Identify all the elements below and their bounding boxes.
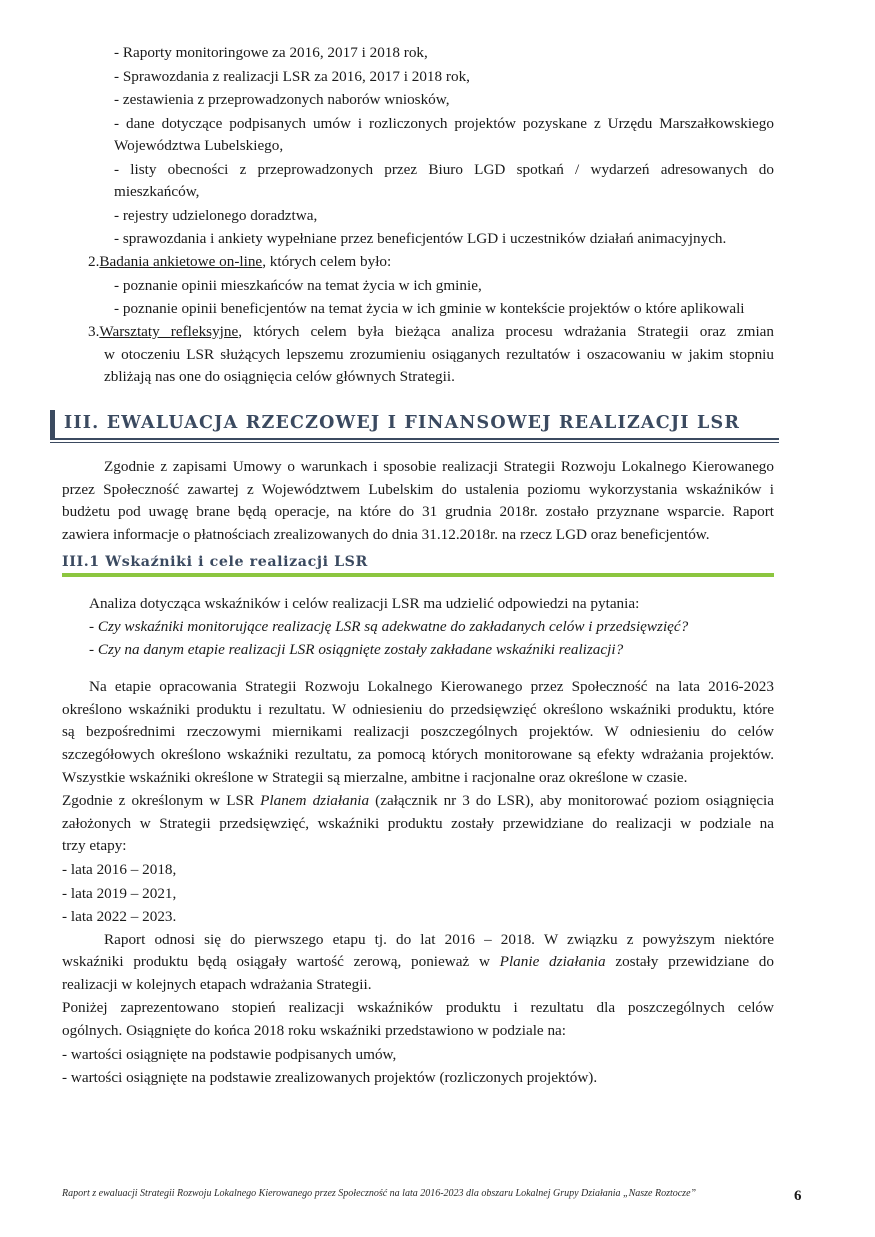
- list-item: - lata 2016 – 2018,: [62, 861, 177, 878]
- paragraph-line: Na etapie opracowania Strategii Rozwoju Lokalnego Kierowanego przez Społeczność na lata 2016-2023: [89, 678, 774, 695]
- list-item: - wartości osiągnięte na podstawie zrealizowanych projektów (rozliczonych projektów).: [62, 1069, 598, 1086]
- paragraph-line: [62, 952, 774, 972]
- section-heading: [50, 410, 779, 438]
- list-item: - lata 2022 – 2023.: [62, 908, 177, 925]
- item-continuation: w otoczeniu LSR służących lepszemu zrozumieniu osiąganych rezultatów i oszacowaniu w jakim stopniu: [104, 346, 774, 363]
- paragraph-line: Poniżej zaprezentowano stopień realizacji wskaźników produktu i rezultatu dla poszczególnych celów: [62, 999, 774, 1016]
- list-item: - rejestry udzielonego doradztwa,: [114, 207, 318, 224]
- item-title: Warsztaty refleksyjne: [99, 323, 239, 340]
- question-item: - Czy na danym etapie realizacji LSR osiągnięte zostały zakładane wskaźniki realizacji?: [89, 641, 624, 658]
- text-run: Zgodnie z określonym w LSR: [62, 792, 261, 809]
- list-item-continuation: mieszkańców,: [114, 183, 200, 200]
- section-rule-thin: [50, 442, 779, 443]
- item-text: , których celem było:: [262, 253, 392, 270]
- item-number: 3.: [88, 323, 100, 340]
- paragraph-line: [62, 791, 774, 811]
- paragraph-line: Raport odnosi się do pierwszego etapu tj. do lat 2016 – 2018. W związku z powyższym niektóre: [104, 931, 774, 948]
- list-item-continuation: Województwa Lubelskiego,: [114, 137, 284, 154]
- paragraph-line: założonych w Strategii przedsięwzięć, wskaźniki produktu zostały przewidziane do realizacji w podziale na: [62, 815, 774, 832]
- text-run: wskaźniki produktu będą osiągały wartość zerową, ponieważ w: [62, 953, 500, 970]
- list-item: - listy obecności z przeprowadzonych przez Biuro LGD spotkań / wydarzeń adresowanych do: [114, 161, 774, 178]
- subsection-rule: [62, 573, 774, 577]
- section-heading-text: III. EWALUACJA RZECZOWEJ I FINANSOWEJ REALIZACJI LSR: [64, 413, 741, 433]
- list-item: - dane dotyczące podpisanych umów i rozliczonych projektów pozyskane z Urzędu Marszałkowskiego: [114, 115, 774, 132]
- item-text: , których celem była bieżąca analiza procesu wdrażania Strategii oraz zmian: [238, 323, 774, 340]
- paragraph-line: trzy etapy:: [62, 837, 127, 854]
- paragraph-line: zawiera informacje o płatnościach zrealizowanych do dnia 31.12.2018r. na rzecz LGD oraz beneficjentów.: [62, 526, 710, 543]
- paragraph-line: przez Społeczność zawartej z Województwem Lubelskim do ustalenia poziomu wykorzystania wskaźników i: [62, 481, 774, 498]
- list-item: - Raporty monitoringowe za 2016, 2017 i 2018 rok,: [114, 44, 428, 61]
- list-item: - Sprawozdania z realizacji LSR za 2016, 2017 i 2018 rok,: [114, 68, 470, 85]
- paragraph-line: budżetu pod uwagę brane będą operacje, na które do 31 grudnia 2018r. zostało przyznane wsparcie. Raport: [62, 503, 774, 520]
- italic-run: Planem działania: [260, 792, 370, 809]
- subsection-heading: III.1 Wskaźniki i cele realizacji LSR: [62, 554, 368, 570]
- page-number: 6: [794, 1188, 802, 1204]
- list-item: - sprawozdania i ankiety wypełniane przez beneficjentów LGD i uczestników działań animacyjnych.: [114, 230, 727, 247]
- item-number: 2.: [88, 253, 100, 270]
- item-title: Badania ankietowe on-line: [99, 253, 263, 270]
- list-item: - poznanie opinii mieszkańców na temat życia w ich gminie,: [114, 277, 482, 294]
- numbered-item-2: [88, 252, 391, 272]
- text-run: (załącznik nr 3 do LSR), aby monitorować poziom osiągnięcia: [369, 792, 774, 809]
- section-rule: [50, 438, 779, 440]
- page-footer: Raport z ewaluacji Strategii Rozwoju Lokalnego Kierowanego przez Społeczność na lata 2016-2023 dla obszaru Lokalnej Grupy Działania „Nasze Roztocze”: [62, 1188, 697, 1199]
- list-item: - zestawienia z przeprowadzonych naborów wniosków,: [114, 91, 450, 108]
- italic-run: Planie działania: [499, 953, 606, 970]
- paragraph-line: Wszystkie wskaźniki określone w Strategii są mierzalne, ambitne i racjonalne oraz określone w czasie.: [62, 769, 688, 786]
- list-item: - wartości osiągnięte na podstawie podpisanych umów,: [62, 1046, 397, 1063]
- paragraph-line: określono wskaźniki produktu i rezultatu. W odniesieniu do przedsięwzięć określono wskaźniki produktu, które: [62, 701, 774, 718]
- text-run: zostały przewidziane do: [605, 953, 774, 970]
- question-item: - Czy wskaźniki monitorujące realizację LSR są adekwatne do zakładanych celów i przedsięwzięć?: [89, 618, 689, 635]
- list-item: - lata 2019 – 2021,: [62, 885, 177, 902]
- paragraph-line: Analiza dotycząca wskaźników i celów realizacji LSR ma udzielić odpowiedzi na pytania:: [89, 595, 640, 612]
- item-continuation: zbliżają nas one do osiągnięcia celów głównych Strategii.: [104, 368, 455, 385]
- paragraph-line: ogólnych. Osiągnięte do końca 2018 roku wskaźniki przedstawiono w podziale na:: [62, 1022, 567, 1039]
- paragraph-line: szczegółowych określono wskaźniki rezultatu, za pomocą których monitorowane są efekty wdrażania projektów.: [62, 746, 774, 763]
- numbered-item-3: [88, 322, 774, 342]
- list-item: - poznanie opinii beneficjentów na temat życia w ich gminie w kontekście projektów o które aplikowali: [114, 300, 745, 317]
- paragraph-line: są bezpośrednimi rzeczowymi miernikami realizacji poszczególnych projektów. W odniesieniu do celów: [62, 723, 774, 740]
- paragraph-line: realizacji w kolejnych etapach wdrażania Strategii.: [62, 976, 372, 993]
- paragraph-line: Zgodnie z zapisami Umowy o warunkach i sposobie realizacji Strategii Rozwoju Lokalnego Kierowanego: [104, 458, 774, 475]
